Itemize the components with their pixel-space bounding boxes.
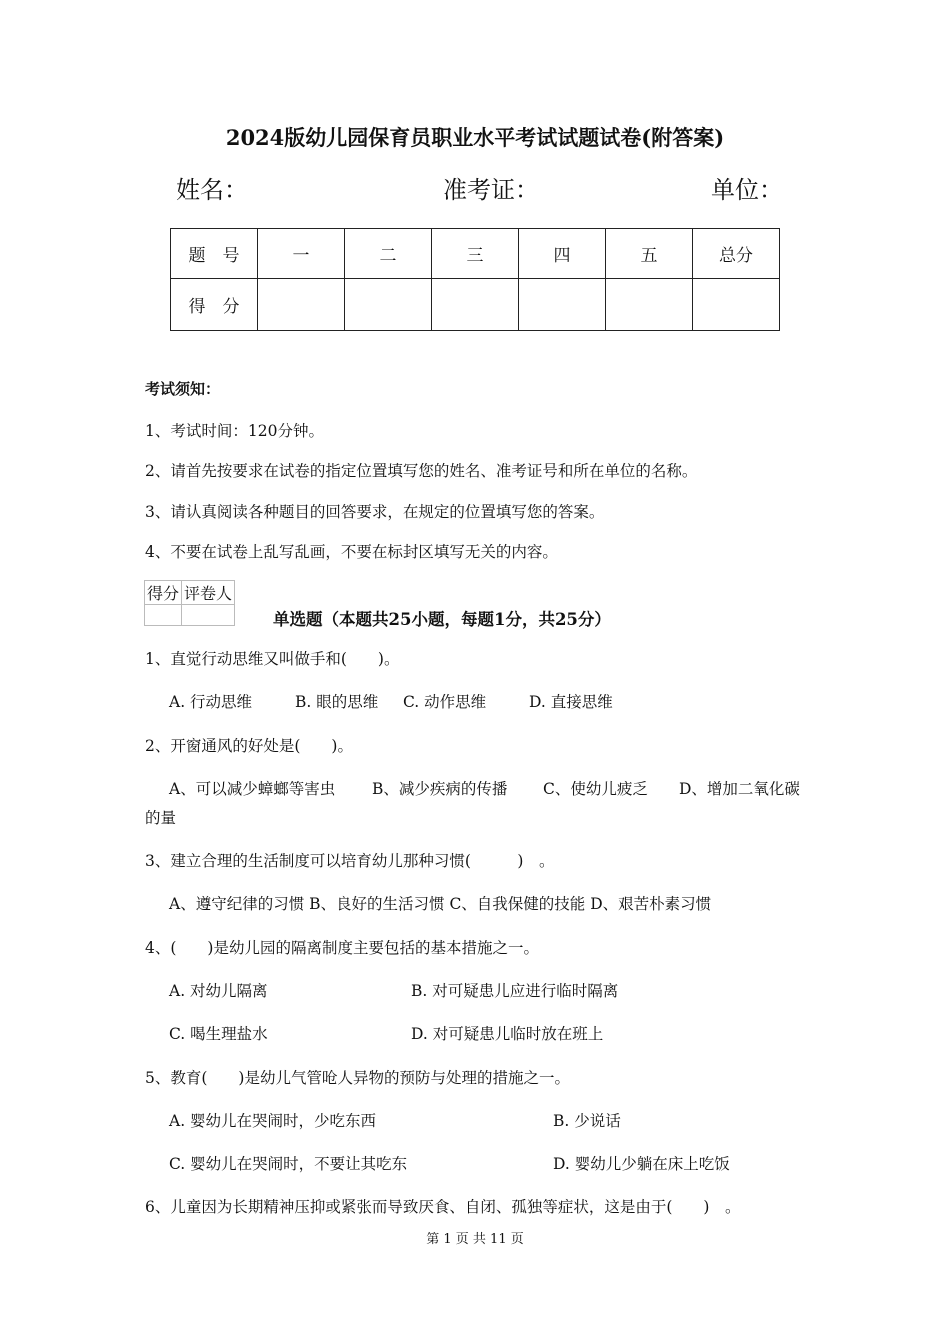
score-header-4: 四 (519, 229, 606, 279)
score-header-2: 二 (345, 229, 432, 279)
q5-option-d: D. 婴幼儿少躺在床上吃饭 (553, 1155, 730, 1173)
score-table (170, 228, 780, 331)
notice-heading: 考试须知： (145, 380, 221, 398)
grader-name-cell[interactable] (182, 605, 235, 626)
q2-option-d: D、增加二氧化碳 (679, 780, 800, 798)
q4-option-b: B. 对可疑患儿应进行临时隔离 (411, 982, 619, 1000)
unit-label: 单位： (711, 176, 783, 204)
q3-options: A、遵守纪律的习惯 B、良好的生活习惯 C、自我保健的技能 D、艰苦朴素习惯 (169, 895, 712, 913)
notice-item-4: 4、不要在试卷上乱写乱画，不要在标封区填写无关的内容。 (145, 543, 558, 561)
page-title: 2024版幼儿园保育员职业水平考试试题试卷(附答案) (225, 125, 725, 150)
grader-score-label: 得分 (145, 581, 182, 605)
score-cell-4[interactable] (519, 279, 606, 331)
notice-item-1: 1、考试时间：120分钟。 (145, 422, 324, 440)
q4-option-a: A. 对幼儿隔离 (169, 982, 268, 1000)
q5-option-a: A. 婴幼儿在哭闹时，少吃东西 (169, 1112, 377, 1130)
q2-option-b: B、减少疾病的传播 (372, 780, 508, 798)
q1-option-c: C. 动作思维 (403, 693, 487, 711)
score-header-label: 题 号 (171, 229, 258, 279)
question-3-stem: 3、建立合理的生活制度可以培育幼儿那种习惯( ) 。 (145, 852, 555, 870)
score-cell-3[interactable] (432, 279, 519, 331)
score-cell-1[interactable] (258, 279, 345, 331)
name-label: 姓名： (176, 176, 248, 204)
q1-option-d: D. 直接思维 (529, 693, 613, 711)
score-cell-5[interactable] (606, 279, 693, 331)
q5-option-b: B. 少说话 (553, 1112, 621, 1130)
score-header-1: 一 (258, 229, 345, 279)
question-4-stem: 4、( )是幼儿园的隔离制度主要包括的基本措施之一。 (145, 939, 539, 957)
question-6-stem: 6、儿童因为长期精神压抑或紧张而导致厌食、自闭、孤独等症状，这是由于( ) 。 (145, 1198, 741, 1216)
q2-option-d-continued: 的量 (145, 809, 177, 827)
exam-id-label: 准考证： (443, 176, 539, 204)
section-title: 单选题（本题共25小题，每题1分，共25分） (273, 610, 611, 629)
notice-item-2: 2、请首先按要求在试卷的指定位置填写您的姓名、准考证号和所在单位的名称。 (145, 462, 698, 480)
question-2-stem: 2、开窗通风的好处是( )。 (145, 737, 353, 755)
score-header-total: 总分 (693, 229, 780, 279)
q1-option-a: A. 行动思维 (169, 693, 253, 711)
page-footer: 第 1 页 共 11 页 (426, 1232, 524, 1247)
grader-table (144, 580, 235, 626)
score-row-label: 得 分 (171, 279, 258, 331)
question-1-stem: 1、直觉行动思维又叫做手和( )。 (145, 650, 400, 668)
notice-item-3: 3、请认真阅读各种题目的回答要求，在规定的位置填写您的答案。 (145, 503, 605, 521)
grader-score-cell[interactable] (145, 605, 182, 626)
score-header-5: 五 (606, 229, 693, 279)
score-cell-2[interactable] (345, 279, 432, 331)
q5-option-c: C. 婴幼儿在哭闹时，不要让其吃东 (169, 1155, 408, 1173)
question-5-stem: 5、教育( )是幼儿气管呛人异物的预防与处理的措施之一。 (145, 1069, 570, 1087)
q4-option-c: C. 喝生理盐水 (169, 1025, 268, 1043)
q1-option-b: B. 眼的思维 (295, 693, 379, 711)
score-header-3: 三 (432, 229, 519, 279)
score-cell-total[interactable] (693, 279, 780, 331)
q2-option-a: A、可以减少蟑螂等害虫 (169, 780, 336, 798)
q4-option-d: D. 对可疑患儿临时放在班上 (411, 1025, 604, 1043)
q2-option-c: C、使幼儿疲乏 (543, 780, 648, 798)
grader-name-label: 评卷人 (182, 581, 235, 605)
